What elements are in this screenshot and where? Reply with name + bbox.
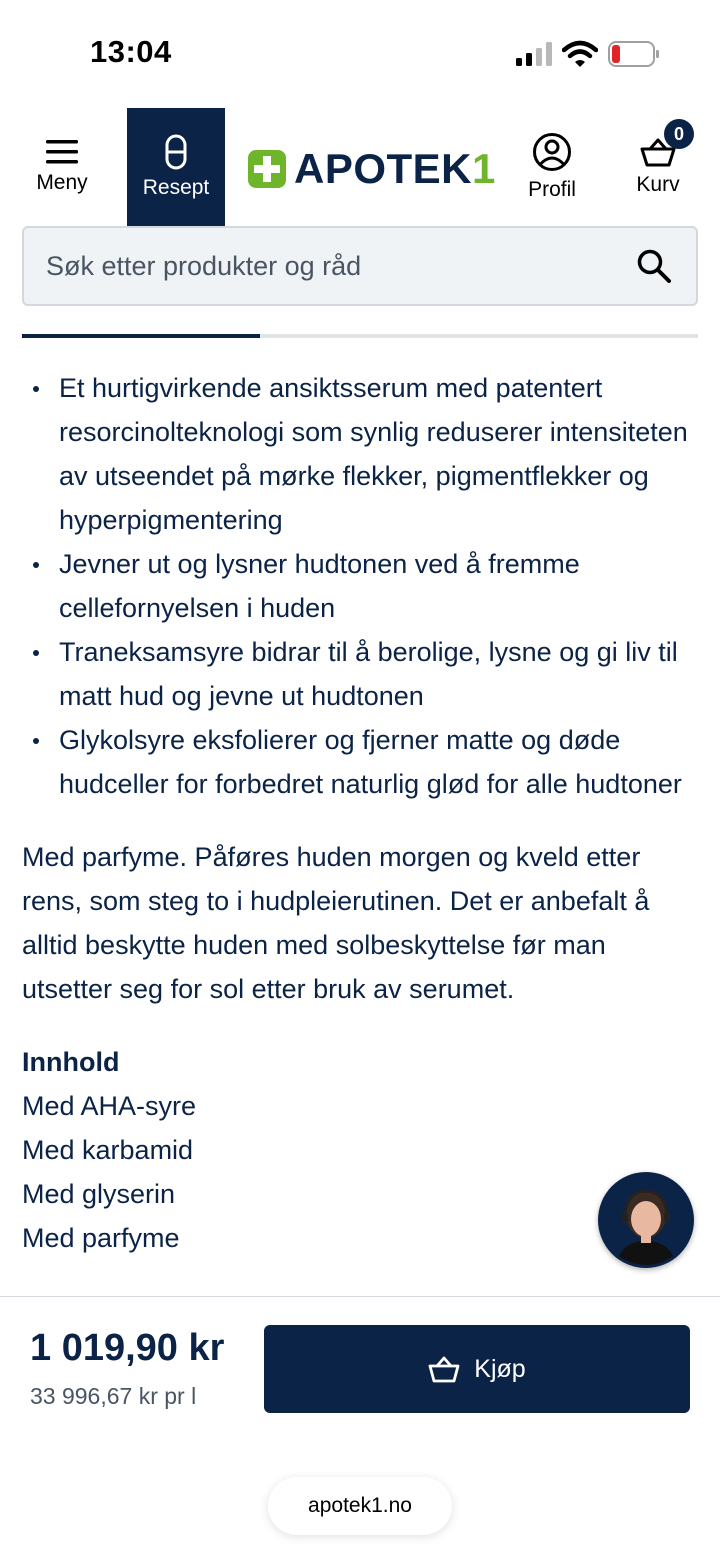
resept-button[interactable] [127, 108, 225, 226]
logo-text: APOTEK1 [294, 145, 496, 192]
basket-icon [428, 1355, 460, 1383]
cart-count-badge: 0 [664, 119, 694, 149]
hamburger-icon [46, 139, 78, 165]
tab-active-indicator [22, 334, 260, 338]
product-price: 1 019,90 kr [30, 1327, 225, 1369]
innhold-item: Med glyserin [22, 1179, 176, 1209]
innhold-item: Med karbamid [22, 1135, 194, 1165]
innhold-item: Med AHA-syre [22, 1091, 197, 1121]
pill-icon [165, 134, 187, 170]
list-item: Traneksamsyre bidrar til å berolige, lysne og gi liv til matt hud og jevne ut hudtonen [22, 630, 698, 718]
kurv-label: Kurv [636, 173, 680, 196]
browser-url-pill[interactable]: apotek1.no [268, 1477, 452, 1535]
list-item: Glykolsyre eksfolierer og fjerner matte og døde hudceller for forbedret naturlig glød for alle hudtoner [22, 718, 698, 806]
status-time: 13:04 [90, 34, 172, 69]
profile-button[interactable] [516, 108, 588, 226]
search-bar [22, 226, 698, 306]
feature-list [22, 366, 698, 806]
purchase-bar [0, 1296, 720, 1561]
status-bar [0, 0, 720, 100]
unit-price: 33 996,67 kr pr l [30, 1383, 197, 1409]
buy-button[interactable] [264, 1325, 690, 1413]
menu-button[interactable] [22, 108, 102, 226]
tab-progress-line [22, 334, 698, 338]
apotek1-logo[interactable] [248, 144, 496, 194]
usage-paragraph: Med parfyme. Påføres huden morgen og kveld etter rens, som steg to i hudpleierutinen. Det er anbefalt å alltid beskytte huden med solbeskyttelse før man utsetter seg for sol etter bruk av serumet. [22, 842, 650, 1004]
innhold-heading: Innhold [22, 1047, 120, 1077]
search-input[interactable] [46, 228, 606, 304]
chat-support-avatar[interactable] [598, 1172, 694, 1268]
innhold-item: Med parfyme [22, 1223, 180, 1253]
site-header [0, 108, 720, 226]
profil-label: Profil [528, 178, 576, 201]
user-icon [532, 132, 572, 172]
menu-label: Meny [36, 171, 88, 194]
search-icon[interactable] [636, 248, 672, 284]
cellular-signal-icon [516, 42, 554, 66]
battery-icon [608, 41, 660, 67]
list-item: Jevner ut og lysner hudtonen ved å fremme cellefornyelsen i huden [22, 542, 698, 630]
green-cross-icon [248, 150, 286, 188]
wifi-icon [562, 40, 598, 68]
list-item: Et hurtigvirkende ansiktsserum med patentert resorcinolteknologi som synlig reduserer intensiteten av utseendet på mørke flekker, pigmentflekker og hyperpigmentering [22, 366, 698, 542]
product-description [22, 366, 698, 1260]
buy-label: Kjøp [474, 1354, 526, 1383]
support-agent-icon [601, 1175, 691, 1265]
resept-label: Resept [142, 176, 210, 199]
